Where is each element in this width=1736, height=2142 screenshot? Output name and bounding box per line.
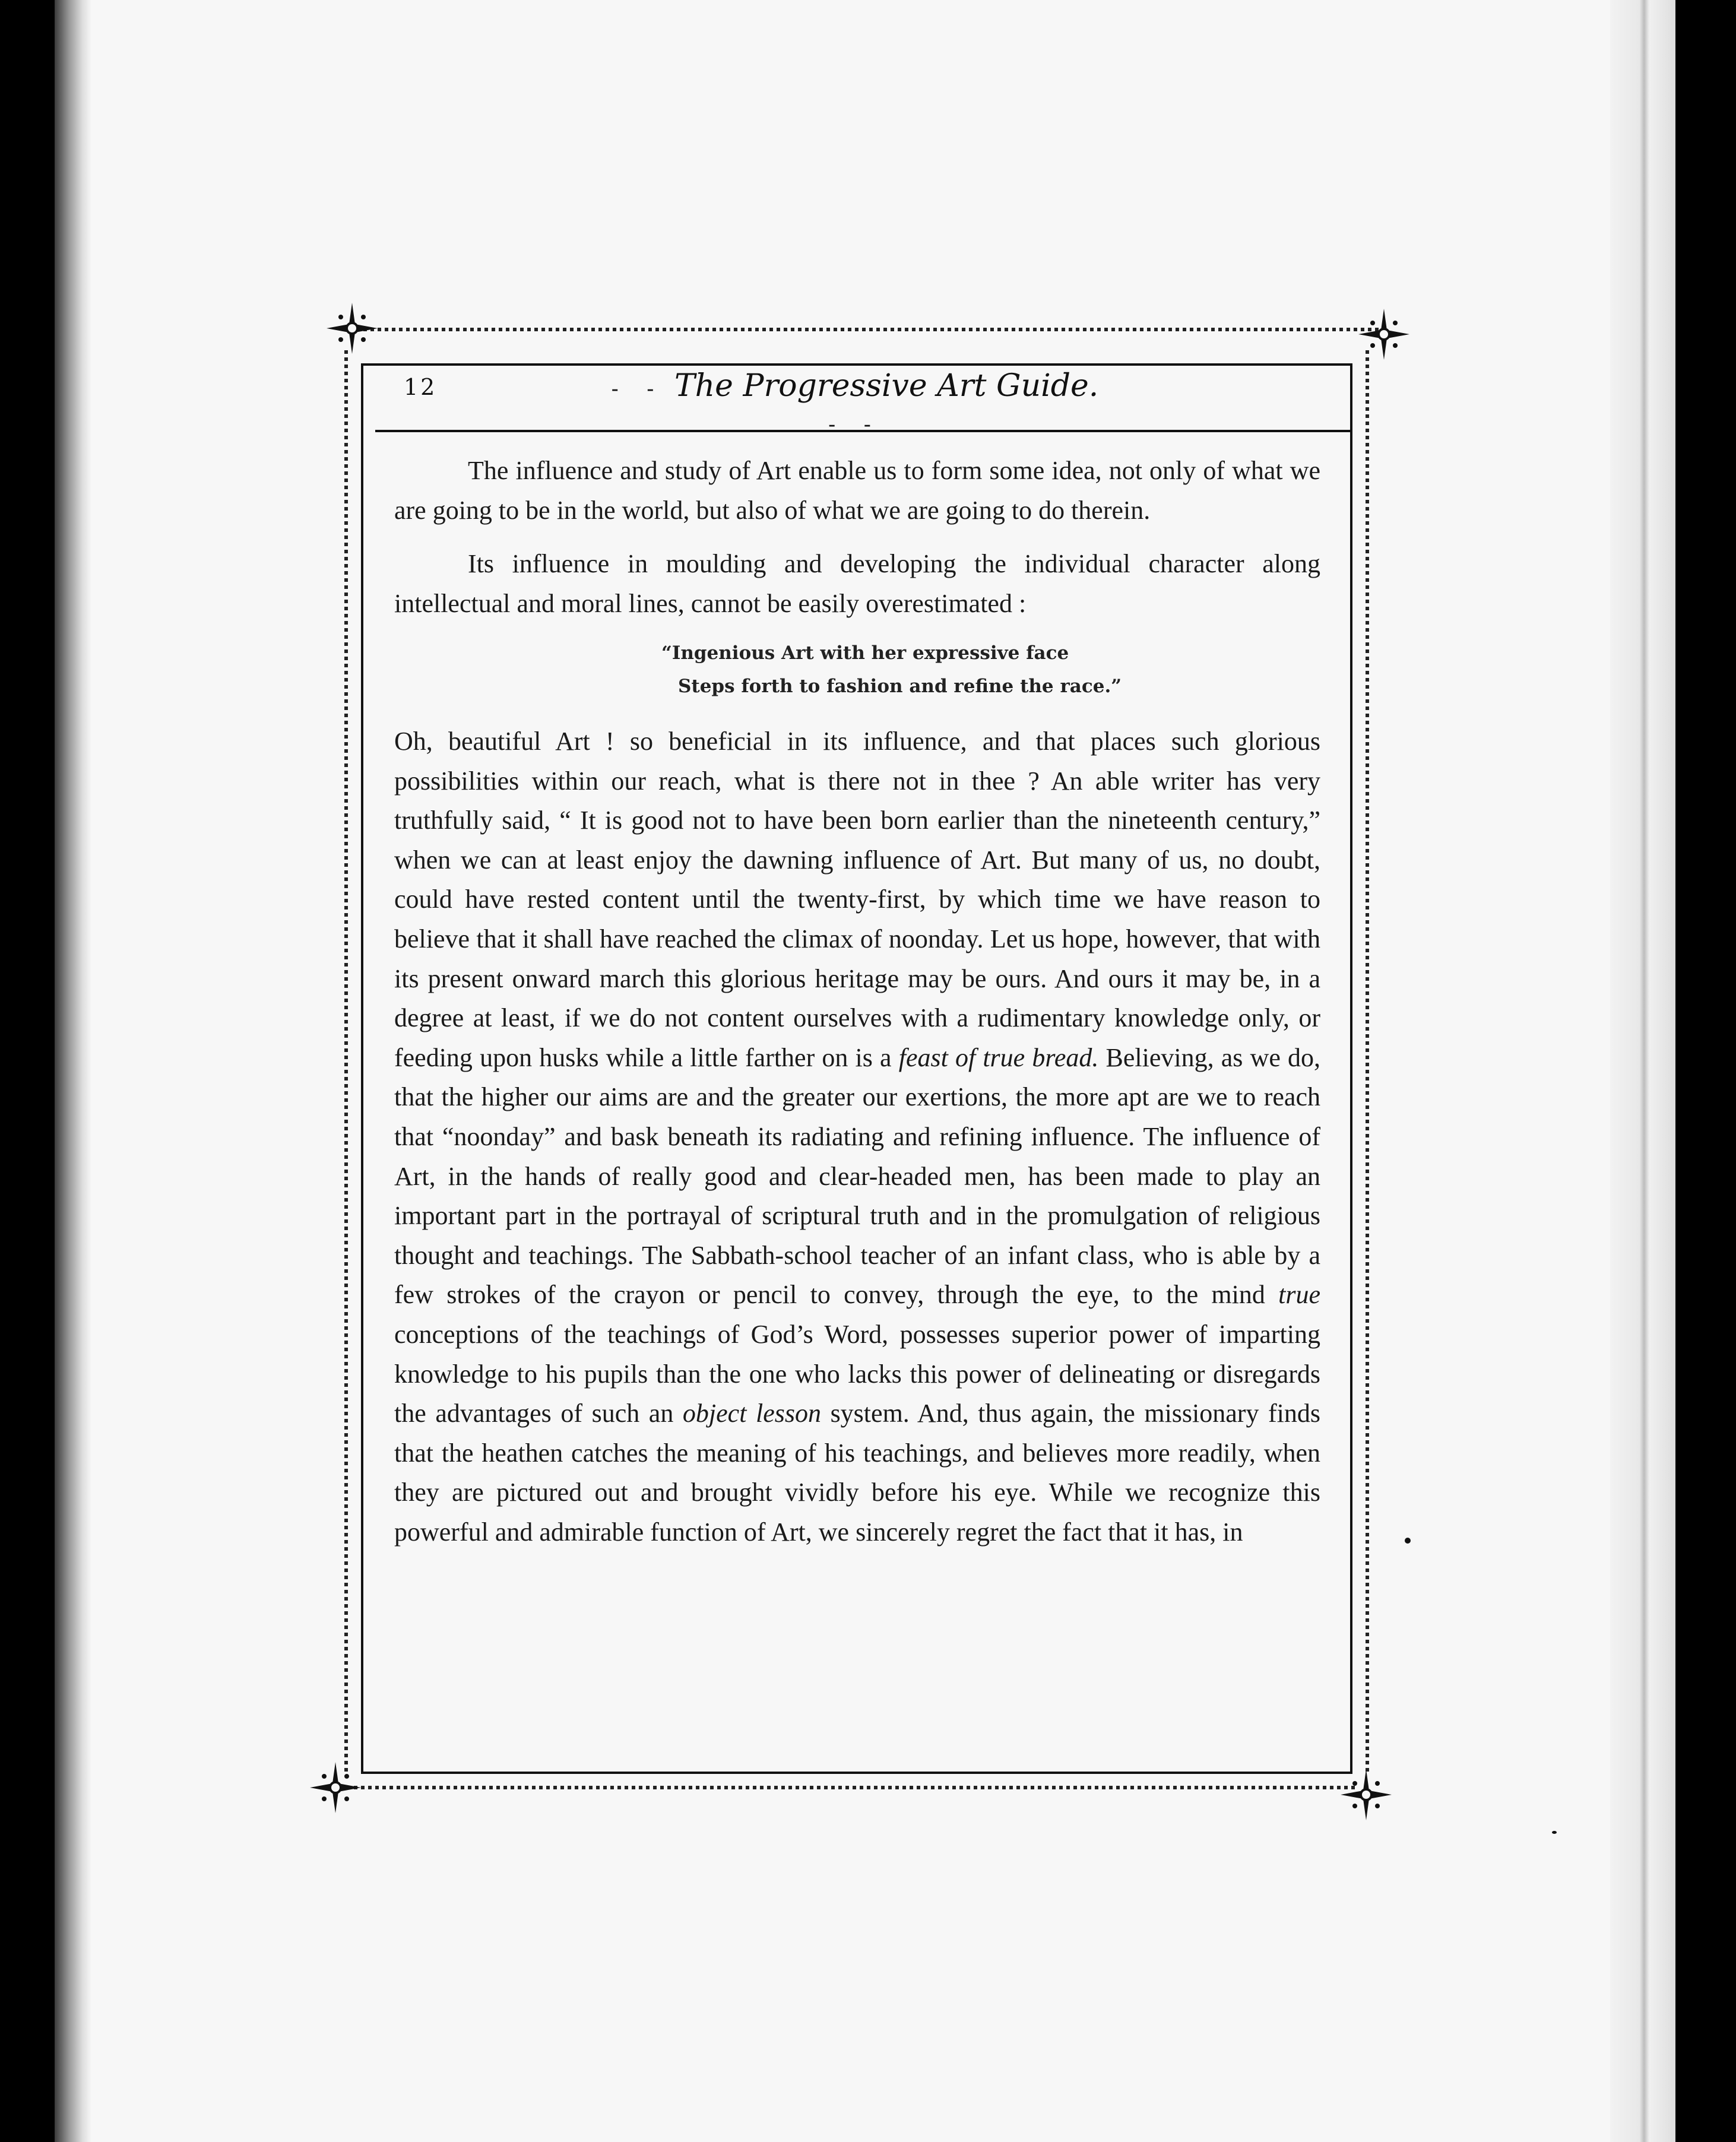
scan-margin-right — [1675, 0, 1736, 2142]
running-title — [600, 368, 1110, 439]
fleuron-cross-icon — [325, 302, 379, 355]
emphasis-text: true — [1278, 1280, 1320, 1310]
title-ornament-left: - - — [611, 377, 665, 401]
scan-speck — [1405, 1538, 1411, 1544]
binding-edge — [55, 0, 91, 2142]
scan-speck — [1552, 1831, 1557, 1834]
facing-page-edge — [1610, 0, 1675, 2142]
border-bottom — [332, 1786, 1358, 1789]
page-number: 12 — [404, 374, 438, 400]
paragraph-text: conceptions of the teachings of God’s Word, possesses superior power of imparting knowledge to his pupils than the one who lacks this power of delineating or disregards the advantages of such an — [394, 1319, 1320, 1428]
fleuron-cross-icon — [1357, 308, 1411, 361]
border-left — [344, 350, 348, 1775]
paragraph-text: system. And, thus again, the missionary finds that the heathen catches the meaning of his teachings, and believes more readily, when they are pictured out and brought vividly before his eye. While we recognize this powerful and admirable function of Art, we sincerely regret the fact that it has, in — [394, 1399, 1321, 1547]
emphasis-text: feast of true bread. — [898, 1043, 1099, 1072]
verse-quotation — [394, 636, 1320, 703]
quote-line: Steps forth to fashion and refine the race.” — [678, 676, 1122, 697]
title-ornament-right: - - — [828, 413, 882, 437]
paragraph: Its influence in moulding and developing the individual character along intellectual and moral lines, cannot be easily overestimated : — [394, 549, 1320, 618]
border-right — [1366, 350, 1369, 1775]
fleuron-cross-icon — [309, 1761, 362, 1814]
body-text — [394, 451, 1320, 1552]
quote-line: “Ingenious Art with her expressive face — [661, 642, 1069, 664]
running-title-text: The Progressive Art Guide. — [674, 368, 1099, 404]
paragraph — [394, 722, 1320, 1552]
fleuron-cross-icon — [1339, 1768, 1393, 1821]
paragraph-text: Oh, beautiful Art ! so beneficial in its influence, and that places such glorious possibilities within our reach, what is there not in thee ? An able writer has very truthfully said, “ It is good not to have been born earlier than the nineteenth century,” when we can at least enjoy the dawning influence of Art. But many of us, no doubt, could have rested content until the twenty-first, by which time we have reason to believe that it shall have reached the climax of noonday. Let us hope, however, that with its present onward march this glorious heritage may be ours. And ours it may be, in a degree at least, if we do not content ourselves with a rudimentary knowledge only, or feeding upon husks while a little farther on is a — [394, 727, 1320, 1072]
border-top — [356, 328, 1382, 331]
paragraph-text: Believing, as we do, that the higher our aims are and the greater our exertions, the more apt are we to reach that “noonday” and bask beneath its radiating and refining influence. The influence of Art, in the hands of really good and clear-headed men, has been made to play an important part in the portrayal of scriptural truth and in the promulgation of religious thought and teachings. The Sabbath-school teacher of an infant class, who is able by a few strokes of the crayon or pencil to convey, through the eye, to the mind — [394, 1043, 1321, 1310]
paragraph: The influence and study of Art enable us to form some idea, not only of what we are going to be in the world, but also of what we are going to do therein. — [394, 456, 1320, 525]
emphasis-text: object lesson — [682, 1399, 821, 1428]
